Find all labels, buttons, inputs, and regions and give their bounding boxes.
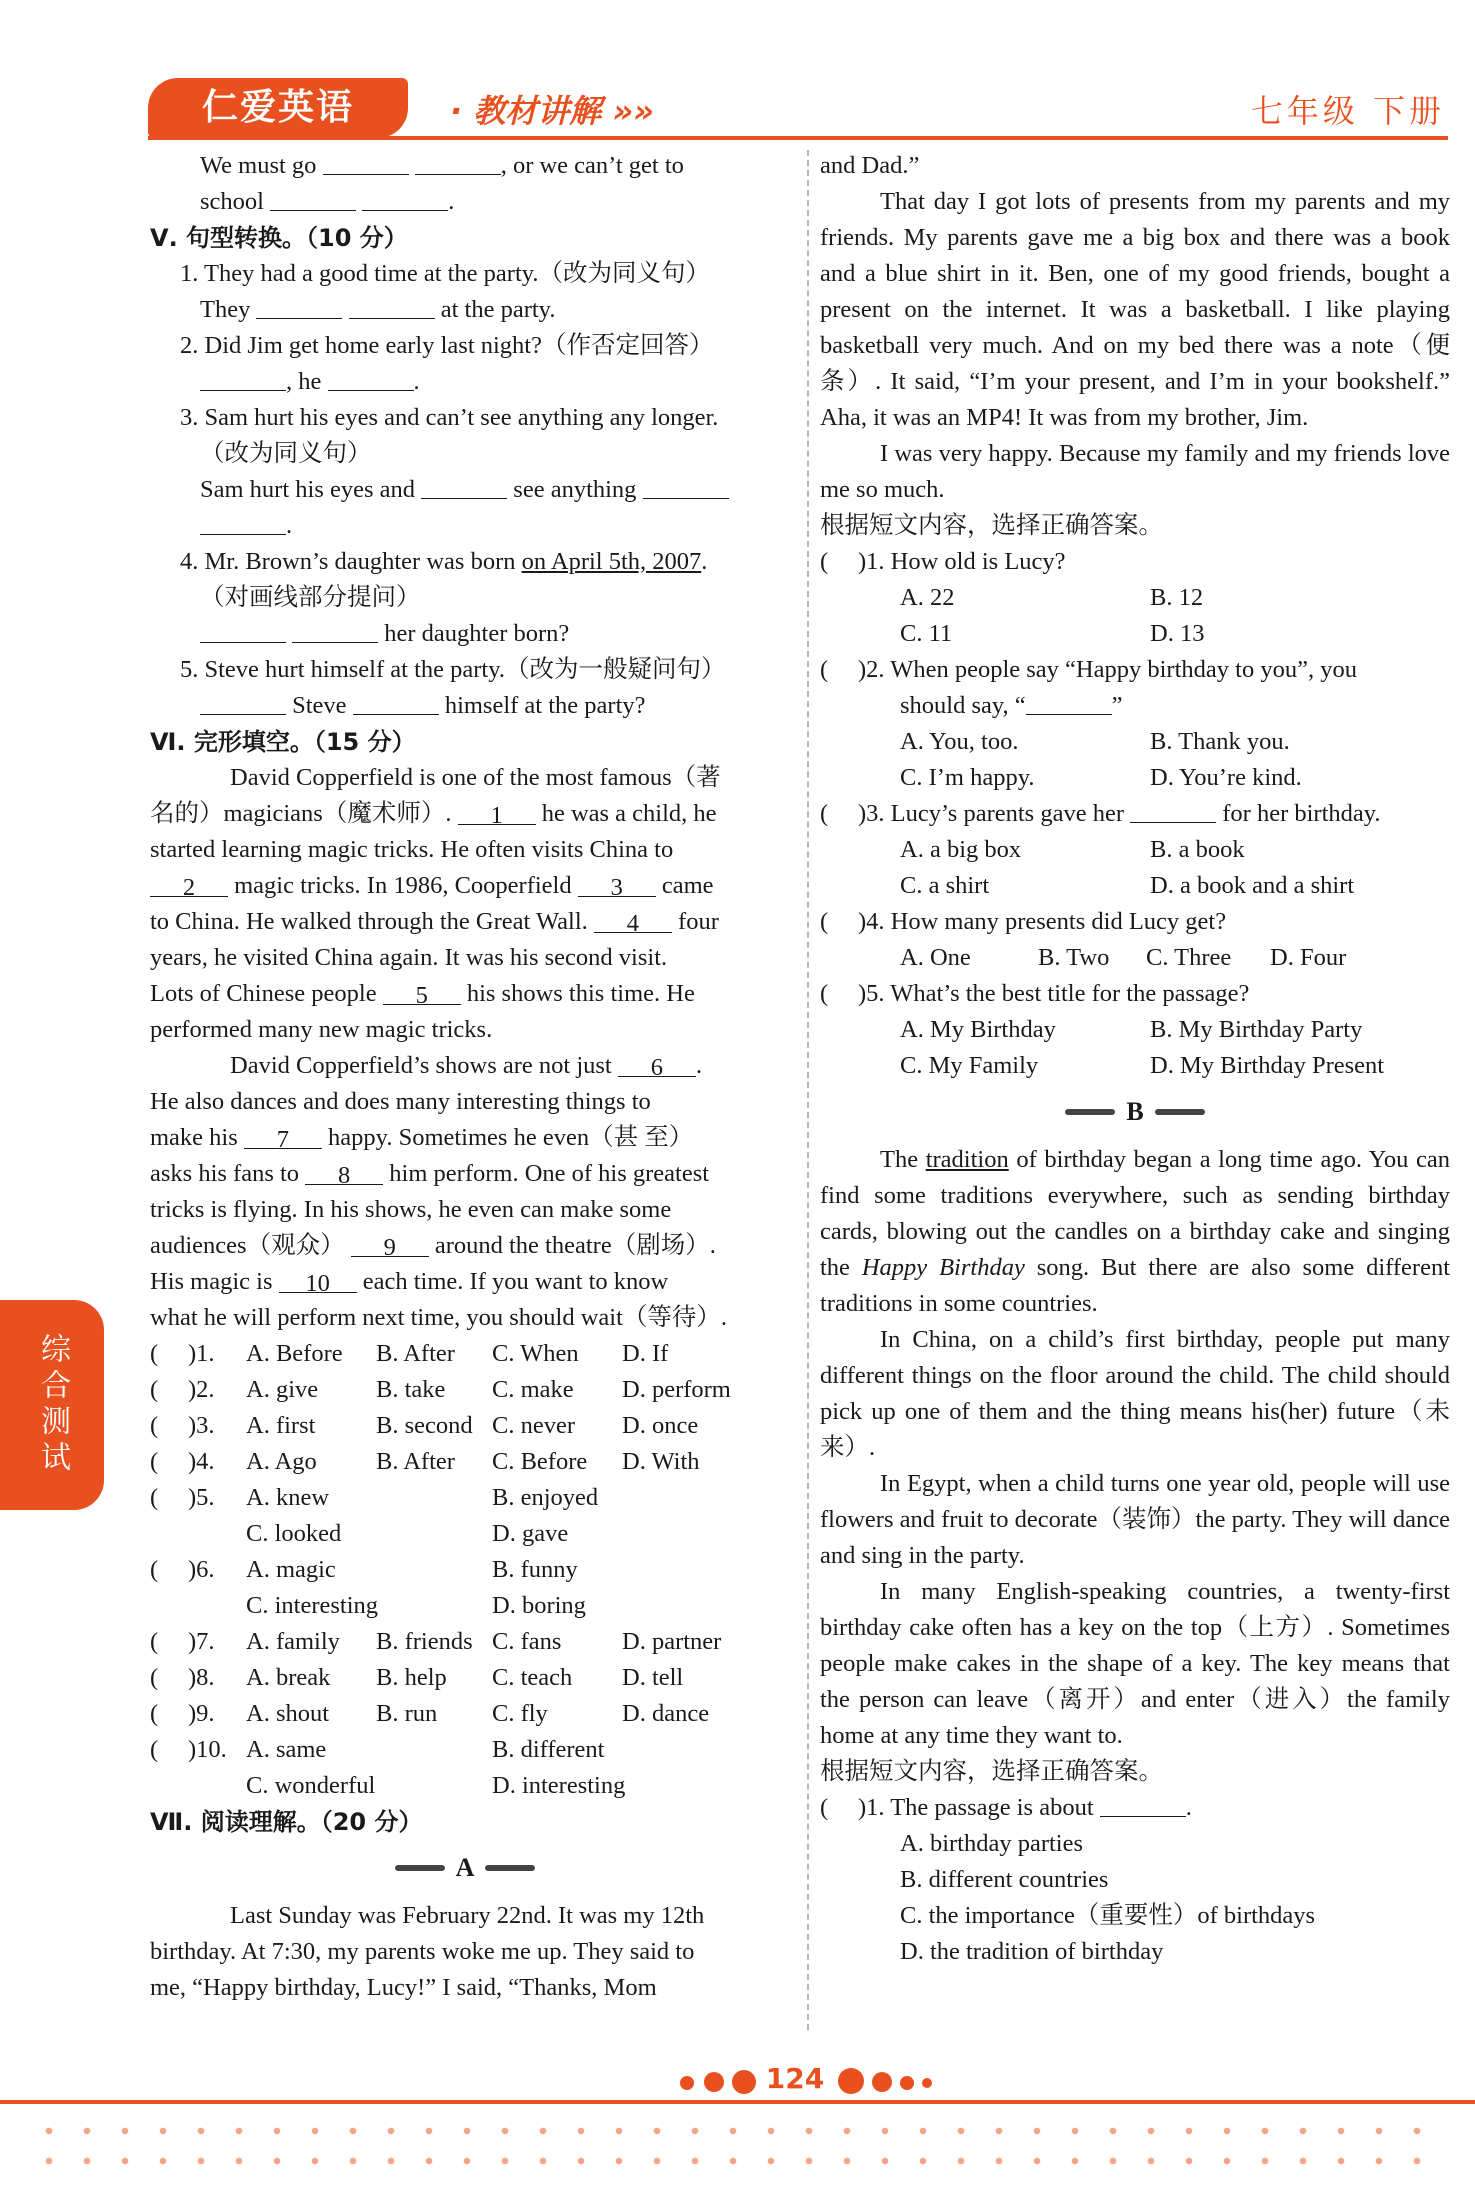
cloze-blank-3[interactable]: 3 — [578, 870, 656, 897]
option-row — [820, 616, 1450, 652]
option-c[interactable]: C. I’m happy. — [900, 764, 1035, 791]
answer-paren[interactable]: ( — [150, 1484, 159, 1511]
passage-paragraph: That day I got lots of presents from my parents and my friends. My parents gave me a big box and there was a book and a blue shirt in it. Ben, one of my good friends, bought a present on the internet. It was a basketball. I like playing basketball very much. And on my bed there was a note（便条）. It said, “I’m your present, and I’m in your bookshelf.” Aha, it was an MP4! It was from my brother, Jim. — [820, 188, 1450, 431]
section-title-5: Ⅴ. 句型转换。（10 分） — [150, 224, 408, 252]
text: David Copperfield’s shows are not just — [230, 1052, 612, 1079]
question-row — [820, 652, 1450, 688]
side-tab: 综合测试 — [0, 1300, 104, 1510]
instruction-text: 根据短文内容，选择正确答案。 — [820, 512, 1163, 539]
option-c[interactable]: C. My Family — [900, 1052, 1039, 1079]
option-d[interactable]: D. If — [622, 1340, 669, 1367]
text: Lots of Chinese people — [150, 980, 377, 1007]
question-text: 1. They had a good time at the party.（改为同义句） — [180, 260, 711, 287]
grade-label: 七年级 下册 — [1250, 92, 1445, 130]
decor-dot — [732, 2070, 756, 2094]
question-row — [820, 904, 1450, 940]
option-row — [820, 760, 1450, 796]
text: to China. He walked through the Great Wall. — [150, 908, 588, 935]
question-text — [820, 688, 1450, 724]
question-text: )1. How old is Lucy? — [858, 548, 1066, 575]
answer-blank[interactable] — [328, 364, 414, 391]
option-a[interactable]: A. Ago — [246, 1448, 317, 1475]
option-c[interactable]: C. make — [492, 1376, 574, 1403]
question-number: )1. — [188, 1340, 215, 1367]
option-b[interactable]: B. run — [376, 1700, 438, 1727]
option-row — [820, 580, 1450, 616]
passage-line: and Dad.” — [820, 152, 920, 179]
passage-line: Last Sunday was February 22nd. It was my 12th — [230, 1902, 705, 1929]
cloze-option-row — [150, 1372, 780, 1408]
question-number: )6. — [188, 1556, 215, 1583]
underlined-text: on April 5th, 2007 — [521, 548, 702, 575]
option-b[interactable]: B. friends — [376, 1628, 473, 1655]
passage-paragraph — [820, 1142, 1450, 1322]
text: , or we can’t get to — [500, 152, 684, 179]
answer-paren[interactable]: ( — [150, 1736, 159, 1763]
cloze-blank-8[interactable]: 8 — [305, 1158, 383, 1185]
cloze-option-row — [150, 1444, 780, 1480]
answer-blank[interactable] — [353, 688, 439, 715]
option-c[interactable]: C. a shirt — [900, 872, 990, 899]
text-line — [150, 148, 780, 184]
text: at the party. — [440, 296, 556, 323]
text: 名的）magicians（魔术师）. — [150, 800, 452, 827]
cloze-blank-6[interactable]: 6 — [618, 1050, 696, 1077]
text: audiences（观众） — [150, 1232, 345, 1259]
option-c[interactable]: C. interesting — [246, 1592, 379, 1619]
answer-paren[interactable]: ( — [150, 1700, 159, 1727]
cloze-option-row — [150, 1732, 780, 1768]
option-a[interactable]: A. break — [246, 1664, 331, 1691]
cloze-option-row — [150, 1660, 780, 1696]
cloze-option-row — [150, 1480, 780, 1516]
option-d[interactable]: D. the tradition of birthday — [900, 1938, 1164, 1965]
cloze-blank-4[interactable]: 4 — [594, 906, 672, 933]
question-row — [820, 544, 1450, 580]
text: he was a child, he — [541, 800, 717, 827]
answer-blank[interactable] — [421, 472, 507, 499]
answer-blank[interactable] — [415, 148, 501, 175]
option-b[interactable]: B. My Birthday Party — [1150, 1016, 1363, 1043]
text: Steve — [292, 692, 347, 719]
question-text: 4. Mr. Brown’s daughter was born on April 5th, 2007. — [180, 548, 708, 575]
header-rule — [148, 136, 1448, 140]
answer-blank[interactable] — [323, 148, 409, 175]
option-d[interactable]: D. gave — [492, 1520, 569, 1547]
cloze-line: David Copperfield is one of the most famous（著 — [230, 764, 721, 791]
text: magic tricks. In 1986, Cooperfield — [234, 872, 572, 899]
question-row: ( )1. The passage is about . — [820, 1790, 1450, 1826]
question-number: )4. — [188, 1448, 215, 1475]
question-number: )2. — [188, 1376, 215, 1403]
option-c[interactable]: C. the importance（重要性）of birthdays — [900, 1902, 1316, 1929]
section-title-7: Ⅶ. 阅读理解。（20 分） — [150, 1808, 423, 1836]
answer-blank[interactable] — [256, 292, 342, 319]
option-c[interactable]: C. never — [492, 1412, 575, 1439]
option-row — [820, 832, 1450, 868]
section-title-6: Ⅵ. 完形填空。（15 分） — [150, 728, 416, 756]
option-d[interactable]: D. boring — [492, 1592, 586, 1619]
text: His magic is — [150, 1268, 273, 1295]
cloze-blank-1[interactable]: 1 — [458, 798, 536, 825]
option-b[interactable]: B. take — [376, 1376, 446, 1403]
answer-line: , he . — [150, 364, 780, 400]
text: ” — [1111, 692, 1123, 719]
option-d[interactable]: D. My Birthday Present — [1150, 1052, 1385, 1079]
text: of birthday began a long time ago. You can find some traditions everywhere, such as sending birthday cards, blowing out the candles on a birthday cake and singing the — [820, 1146, 1451, 1281]
page-number: 124 — [765, 2062, 825, 2095]
text: The — [880, 1146, 919, 1173]
text: Sam hurt his eyes and — [200, 476, 416, 503]
footer-rule — [0, 2100, 1475, 2104]
option-c[interactable]: C. fans — [492, 1628, 562, 1655]
cloze-blank-7[interactable]: 7 — [244, 1122, 322, 1149]
text: around the theatre（剧场）. — [434, 1232, 716, 1259]
question-number: )9. — [188, 1700, 215, 1727]
cloze-line: David Copperfield’s shows are not just 6 . — [230, 1052, 702, 1081]
cloze-line: He also dances and does many interesting things to — [150, 1088, 651, 1115]
decor-dot — [872, 2072, 892, 2092]
question-number: )8. — [188, 1664, 215, 1691]
answer-paren[interactable]: ( — [820, 980, 829, 1007]
cloze-line: tricks is flying. In his shows, he even can make some — [150, 1196, 672, 1223]
question-text: )3. Lucy’s parents gave her — [858, 800, 1124, 827]
answer-blank[interactable] — [270, 184, 356, 211]
question-text: 3. Sam hurt his eyes and can’t see anything any longer. — [180, 404, 719, 431]
option-a[interactable]: A. magic — [246, 1556, 336, 1583]
answer-paren[interactable]: ( — [150, 1376, 159, 1403]
answer-blank[interactable] — [1026, 688, 1112, 715]
option-a[interactable]: A. My Birthday — [900, 1016, 1056, 1043]
decor-dot — [680, 2076, 694, 2090]
question-note: （改为同义句） — [200, 440, 372, 467]
option-a[interactable]: A. first — [246, 1412, 316, 1439]
cloze-option-row — [150, 1624, 780, 1660]
instruction-text: 根据短文内容，选择正确答案。 — [820, 1758, 1163, 1785]
decor-dot — [704, 2072, 724, 2092]
text: asks his fans to — [150, 1160, 300, 1187]
option-d[interactable]: D. once — [622, 1412, 699, 1439]
option-row — [820, 940, 1450, 976]
answer-paren[interactable]: ( — [150, 1340, 159, 1367]
cloze-line — [150, 1156, 780, 1192]
question-text: 5. Steve hurt himself at the party.（改为一般疑问句） — [180, 656, 726, 683]
answer-blank[interactable] — [362, 184, 448, 211]
cloze-option-row — [150, 1588, 780, 1624]
answer-paren[interactable]: ( — [150, 1628, 159, 1655]
cloze-line — [150, 904, 780, 940]
decor-dot — [838, 2068, 864, 2094]
option-a[interactable]: A. shout — [246, 1700, 330, 1727]
text: happy. Sometimes he even（甚 至） — [328, 1124, 694, 1151]
option-d[interactable]: D. With — [622, 1448, 700, 1475]
option-d[interactable]: D. partner — [622, 1628, 722, 1655]
brand-subtitle: · 教材讲解 »» — [450, 92, 655, 130]
question-number: )5. — [188, 1484, 215, 1511]
option-d[interactable]: D. dance — [622, 1700, 710, 1727]
question-row — [820, 976, 1450, 1012]
option-c[interactable]: C. Before — [492, 1448, 588, 1475]
option-c[interactable]: C. looked — [246, 1520, 342, 1547]
cloze-line — [150, 1228, 780, 1264]
right-column — [820, 148, 1450, 1970]
option-row — [820, 1048, 1450, 1084]
answer-blank[interactable] — [1100, 1790, 1186, 1817]
passage-paragraph: In many English-speaking countries, a twenty-first birthday cake often has a key on the top（上方）. Sometimes people make cakes in the shape of a key. The key means that the person can leave（离开）and enter（进入）the family home at any time they want to. — [820, 1578, 1450, 1749]
passage-line: birthday. At 7:30, my parents woke me up. They said to — [150, 1938, 695, 1965]
answer-line: . — [150, 508, 780, 544]
answer-paren[interactable]: ( — [820, 548, 829, 575]
text: 4. Mr. Brown’s daughter was born — [180, 548, 516, 575]
question-note: （对画线部分提问） — [200, 584, 421, 611]
text: song. But there are also some different traditions in some countries. — [820, 1254, 1451, 1317]
answer-blank[interactable] — [292, 616, 378, 643]
text: , he — [286, 368, 322, 395]
question-text: )4. How many presents did Lucy get? — [858, 908, 1227, 935]
cloze-line — [150, 1264, 780, 1300]
text: him perform. One of his greatest — [389, 1160, 710, 1187]
answer-blank[interactable] — [200, 688, 286, 715]
question-text: )1. The passage is about — [858, 1794, 1094, 1821]
option-b[interactable]: B. help — [376, 1664, 447, 1691]
answer-paren[interactable]: ( — [820, 800, 829, 827]
cloze-blank-5[interactable]: 5 — [383, 978, 461, 1005]
answer-blank[interactable] — [349, 292, 435, 319]
option-a[interactable]: A. One — [900, 944, 971, 971]
text: each time. If you want to know — [362, 1268, 669, 1295]
text: came — [661, 872, 714, 899]
song-title: Happy Birthday — [861, 1254, 1025, 1281]
option-row — [820, 868, 1450, 904]
cloze-line: what he will perform next time, you should wait（等待）. — [150, 1304, 728, 1331]
cloze-line — [150, 796, 780, 832]
question-number: )7. — [188, 1628, 215, 1655]
cloze-option-row — [150, 1696, 780, 1732]
option-a[interactable]: A. Before — [246, 1340, 343, 1367]
answer-line — [150, 616, 780, 652]
text: make his — [150, 1124, 238, 1151]
option-a[interactable]: A. knew — [246, 1484, 330, 1511]
answer-paren[interactable]: ( — [820, 656, 829, 683]
option-b[interactable]: B. different — [492, 1736, 605, 1763]
option-c[interactable]: C. Three — [1146, 944, 1232, 971]
answer-paren[interactable]: ( — [820, 1794, 829, 1821]
left-column — [150, 148, 780, 2006]
option-row — [820, 1012, 1450, 1048]
option-b[interactable]: B. funny — [492, 1556, 578, 1583]
text-line: school . — [150, 184, 780, 220]
cloze-line — [150, 976, 780, 1012]
text: himself at the party? — [444, 692, 646, 719]
footer-dot-pattern — [30, 2116, 1450, 2176]
text: his shows this time. He — [466, 980, 695, 1007]
option-d[interactable]: D. perform — [622, 1376, 731, 1403]
cloze-blank-2[interactable]: 2 — [150, 870, 228, 897]
cloze-option-row — [150, 1516, 780, 1552]
answer-paren[interactable]: ( — [150, 1412, 159, 1439]
option-d[interactable]: D. a book and a shirt — [1150, 872, 1355, 899]
question-text: for her birthday. — [1222, 800, 1381, 827]
option-d[interactable]: D. tell — [622, 1664, 684, 1691]
option-c[interactable]: C. teach — [492, 1664, 573, 1691]
option-b[interactable]: B. 12 — [1150, 584, 1204, 611]
text: see anything — [513, 476, 637, 503]
option-b[interactable]: B. different countries — [900, 1866, 1109, 1893]
cloze-line — [150, 1120, 780, 1156]
option-b[interactable]: B. enjoyed — [492, 1484, 599, 1511]
answer-paren[interactable]: ( — [150, 1448, 159, 1475]
cloze-blank-9[interactable]: 9 — [351, 1230, 429, 1257]
cloze-option-row — [150, 1336, 780, 1372]
option-b[interactable]: B. Two — [1038, 944, 1110, 971]
decor-dot — [900, 2076, 914, 2090]
answer-line — [150, 472, 780, 508]
cloze-line: started learning magic tricks. He often visits China to — [150, 836, 674, 863]
cloze-line: years, he visited China again. It was his second visit. — [150, 944, 668, 971]
text: four — [678, 908, 719, 935]
answer-paren[interactable]: ( — [150, 1664, 159, 1691]
passage-paragraph: In China, on a child’s first birthday, people put many different things on the floor around the child. The child should pick up one of them and the thing means his(her) future（未来）. — [820, 1326, 1450, 1461]
question-text: )2. When people say “Happy birthday to you”, you — [858, 656, 1357, 683]
passage-paragraph: In Egypt, when a child turns one year old, people will use flowers and fruit to decorate（装饰）the party. They will dance and sing in the party. — [820, 1470, 1450, 1569]
text: her daughter born? — [384, 620, 570, 647]
question-row — [820, 796, 1450, 832]
answer-blank[interactable] — [1130, 796, 1216, 823]
answer-paren[interactable]: ( — [150, 1556, 159, 1583]
option-b[interactable]: B. a book — [1150, 836, 1245, 863]
cloze-blank-10[interactable]: 10 — [279, 1266, 357, 1293]
option-d[interactable]: D. interesting — [492, 1772, 626, 1799]
option-c[interactable]: C. When — [492, 1340, 579, 1367]
option-a[interactable]: A. 22 — [900, 584, 955, 611]
option-a[interactable]: A. same — [246, 1736, 327, 1763]
answer-blank[interactable] — [200, 364, 286, 391]
option-c[interactable]: C. fly — [492, 1700, 548, 1727]
answer-blank[interactable] — [200, 508, 286, 535]
page-header — [0, 0, 1475, 140]
option-a[interactable]: A. birthday parties — [900, 1830, 1084, 1857]
answer-blank[interactable] — [643, 472, 729, 499]
passage-a-badge: A — [385, 1850, 545, 1886]
question-number: )3. — [188, 1412, 215, 1439]
option-a[interactable]: A. family — [246, 1628, 340, 1655]
option-d[interactable]: D. 13 — [1150, 620, 1205, 647]
question-text: 2. Did Jim get home early last night?（作否定回答） — [180, 332, 714, 359]
answer-paren[interactable]: ( — [820, 908, 829, 935]
question-number: )10. — [188, 1736, 227, 1763]
answer-line — [150, 292, 780, 328]
answer-blank[interactable] — [200, 616, 286, 643]
question-text: )5. What’s the best title for the passage? — [858, 980, 1250, 1007]
cloze-option-row — [150, 1552, 780, 1588]
option-c[interactable]: C. 11 — [900, 620, 953, 647]
option-d[interactable]: D. Four — [1270, 944, 1347, 971]
passage-line: me, “Happy birthday, Lucy!” I said, “Thanks, Mom — [150, 1974, 657, 2001]
option-b[interactable]: B. second — [376, 1412, 473, 1439]
option-c[interactable]: C. wonderful — [246, 1772, 376, 1799]
option-row — [820, 724, 1450, 760]
option-b[interactable]: B. Thank you. — [1150, 728, 1290, 755]
cloze-option-row — [150, 1768, 780, 1804]
passage-paragraph: I was very happy. Because my family and my friends love me so much. — [820, 440, 1450, 503]
column-divider — [807, 150, 810, 2030]
passage-b-badge: B — [1055, 1094, 1215, 1130]
cloze-line: performed many new magic tricks. — [150, 1016, 493, 1043]
option-b[interactable]: B. After — [376, 1448, 455, 1475]
text: school — [200, 188, 264, 215]
option-a[interactable]: A. You, too. — [900, 728, 1019, 755]
option-d[interactable]: D. You’re kind. — [1150, 764, 1302, 791]
answer-line — [150, 688, 780, 724]
decor-dot — [922, 2078, 932, 2088]
text: We must go — [200, 152, 317, 179]
text: should say, “ — [900, 692, 1026, 719]
option-b[interactable]: B. After — [376, 1340, 455, 1367]
brand-logo: 仁爱英语 — [148, 78, 408, 138]
cloze-option-row — [150, 1408, 780, 1444]
cloze-line — [150, 868, 780, 904]
option-a[interactable]: A. a big box — [900, 836, 1022, 863]
option-a[interactable]: A. give — [246, 1376, 319, 1403]
underlined-word: tradition — [925, 1146, 1009, 1173]
text: They — [200, 296, 251, 323]
